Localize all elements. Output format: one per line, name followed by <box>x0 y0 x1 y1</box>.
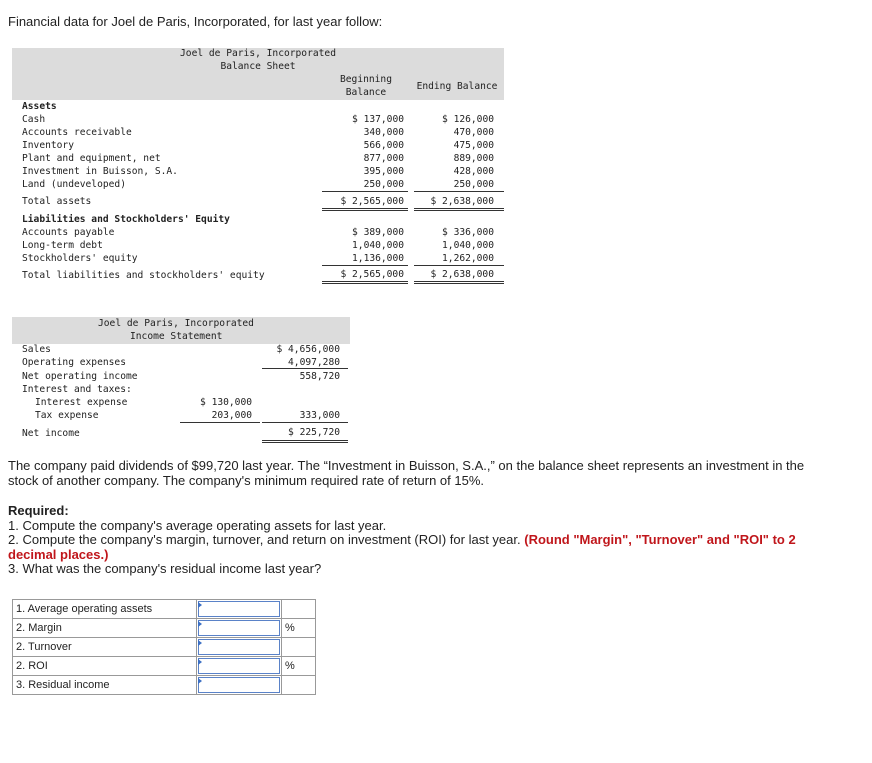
liability-beginning: $ 389,000 <box>352 227 404 238</box>
answer-cell <box>197 657 282 676</box>
noi-value: 558,720 <box>299 371 340 382</box>
double-underline <box>414 281 504 282</box>
bs-col-ending: Ending Balance <box>416 81 498 92</box>
question-2 <box>8 533 838 562</box>
rounding-note: (Round "Margin", "Turnover" and "ROI" to 2 decimal places.) <box>8 532 796 562</box>
liability-beginning: 1,040,000 <box>352 240 404 251</box>
problem-paragraph: The company paid dividends of $99,720 last year. The “Investment in Buisson, S.A.,” on the balance sheet represents an investment in the stock of another company. The company's minimum required rate of return of 15%. <box>8 458 805 488</box>
input-marker-icon <box>198 640 202 646</box>
underline <box>322 265 408 266</box>
total-liabilities-label: Total liabilities and stockholders' equity <box>22 270 265 281</box>
underline <box>414 265 504 266</box>
asset-label: Cash <box>22 114 46 125</box>
interest-label: Interest expense <box>35 397 128 408</box>
underline <box>262 422 348 423</box>
asset-beginning: 566,000 <box>363 140 404 151</box>
answer-cell <box>197 638 282 657</box>
asset-label: Accounts receivable <box>22 127 132 138</box>
double-underline <box>414 283 504 284</box>
input-marker-icon <box>198 659 202 665</box>
margin-input[interactable] <box>198 620 280 636</box>
answer-row <box>13 600 316 619</box>
asset-label: Land (undeveloped) <box>22 179 126 190</box>
double-underline <box>322 210 408 211</box>
answer-label: 2. Margin <box>13 619 197 638</box>
double-underline <box>414 208 504 209</box>
answer-row <box>13 676 316 695</box>
asset-ending: 470,000 <box>453 127 494 138</box>
turnover-input[interactable] <box>198 639 280 655</box>
asset-ending: 475,000 <box>453 140 494 151</box>
total-assets-beginning: $ 2,565,000 <box>340 196 404 207</box>
answer-unit: % <box>282 657 316 676</box>
answer-unit <box>282 676 316 695</box>
asset-ending: 428,000 <box>453 166 494 177</box>
answer-label: 1. Average operating assets <box>13 600 197 619</box>
total-liabilities-ending: $ 2,638,000 <box>430 269 494 280</box>
liabilities-heading: Liabilities and Stockholders' Equity <box>22 214 230 225</box>
liability-ending: 1,262,000 <box>442 253 494 264</box>
opex-label: Operating expenses <box>22 357 126 368</box>
asset-beginning: 877,000 <box>363 153 404 164</box>
answer-label: 2. Turnover <box>13 638 197 657</box>
asset-beginning: 395,000 <box>363 166 404 177</box>
underline <box>322 191 408 192</box>
liability-beginning: 1,136,000 <box>352 253 404 264</box>
net-income-value: $ 225,720 <box>288 427 340 438</box>
tax-label: Tax expense <box>35 410 99 421</box>
bs-company: Joel de Paris, Incorporated <box>180 48 336 59</box>
tax-value: 203,000 <box>211 410 252 421</box>
input-marker-icon <box>198 602 202 608</box>
interest-value: $ 130,000 <box>200 397 252 408</box>
intro-text: Financial data for Joel de Paris, Incorporated, for last year follow: <box>8 14 383 29</box>
liability-ending: 1,040,000 <box>442 240 494 251</box>
answer-label: 2. ROI <box>13 657 197 676</box>
interest-taxes-total: 333,000 <box>299 410 340 421</box>
double-underline <box>414 210 504 211</box>
double-underline <box>322 283 408 284</box>
liability-ending: $ 336,000 <box>442 227 494 238</box>
asset-beginning: 250,000 <box>363 179 404 190</box>
answer-cell <box>197 619 282 638</box>
answer-unit <box>282 600 316 619</box>
required-section <box>8 504 838 577</box>
total-assets-label: Total assets <box>22 196 92 207</box>
assets-heading: Assets <box>22 101 57 112</box>
asset-ending: 889,000 <box>453 153 494 164</box>
answer-label: 3. Residual income <box>13 676 197 695</box>
question-2-text: 2. Compute the company's margin, turnover, and return on investment (ROI) for last year. <box>8 532 521 547</box>
answer-table <box>12 599 316 695</box>
is-company: Joel de Paris, Incorporated <box>98 318 254 329</box>
double-underline <box>322 208 408 209</box>
bs-title: Balance Sheet <box>220 61 296 72</box>
double-underline <box>262 442 348 443</box>
asset-label: Inventory <box>22 140 74 151</box>
opex-value: 4,097,280 <box>288 357 340 368</box>
answer-cell <box>197 676 282 695</box>
underline <box>414 191 504 192</box>
liability-label: Long-term debt <box>22 240 103 251</box>
noi-label: Net operating income <box>22 371 138 382</box>
bs-col-beginning-2: Balance <box>345 87 387 98</box>
answer-unit: % <box>282 619 316 638</box>
asset-beginning: $ 137,000 <box>352 114 404 125</box>
question-3: 3. What was the company's residual income last year? <box>8 561 322 576</box>
underline <box>262 368 348 369</box>
double-underline <box>262 440 348 441</box>
answer-cell <box>197 600 282 619</box>
input-marker-icon <box>198 678 202 684</box>
double-underline <box>322 281 408 282</box>
sales-label: Sales <box>22 344 51 355</box>
asset-ending: 250,000 <box>453 179 494 190</box>
liability-label: Stockholders' equity <box>22 253 138 264</box>
interest-taxes-heading: Interest and taxes: <box>22 384 132 395</box>
answer-unit <box>282 638 316 657</box>
question-1: 1. Compute the company's average operating assets for last year. <box>8 517 387 533</box>
residual-income-input[interactable] <box>198 677 280 693</box>
answer-row <box>13 619 316 638</box>
total-assets-ending: $ 2,638,000 <box>430 196 494 207</box>
input-marker-icon <box>198 621 202 627</box>
answer-row <box>13 638 316 657</box>
asset-label: Investment in Buisson, S.A. <box>22 166 178 177</box>
asset-beginning: 340,000 <box>363 127 404 138</box>
is-title: Income Statement <box>130 331 223 342</box>
answer-row <box>13 657 316 676</box>
required-heading: Required: <box>8 503 69 518</box>
asset-label: Plant and equipment, net <box>22 153 161 164</box>
liability-label: Accounts payable <box>22 227 115 238</box>
underline <box>180 422 260 423</box>
total-liabilities-beginning: $ 2,565,000 <box>340 269 404 280</box>
bs-col-beginning-1: Beginning <box>340 74 392 85</box>
average-operating-assets-input[interactable] <box>198 601 280 617</box>
sales-value: $ 4,656,000 <box>276 344 340 355</box>
net-income-label: Net income <box>22 428 80 439</box>
roi-input[interactable] <box>198 658 280 674</box>
asset-ending: $ 126,000 <box>442 114 494 125</box>
